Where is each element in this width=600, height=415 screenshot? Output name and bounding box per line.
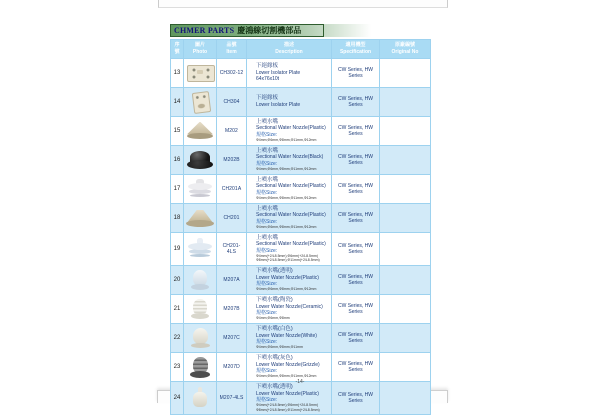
size-label: 規格Size: [256,189,278,196]
description-zh: 下絕緣板 [256,94,279,101]
product-photo [185,355,215,379]
description-en: Sectional Water Nozzle(Plastic) [256,183,326,190]
row-number: 20 [171,265,184,294]
column-header-original-no [380,40,431,59]
row-spec: CW Series, HW Series [332,145,380,174]
row-photo-cell [184,323,217,352]
size-label: 規格Size: [256,339,278,346]
row-spec: CW Series, HW Series [332,381,380,414]
description-en: Lower Isolator Plate [256,69,301,76]
header-number-zh2: 號 [174,48,180,55]
row-item-code: CH304 [217,87,247,116]
row-description [247,352,332,381]
description-en: Lower Water Nozzle(Plastic) [256,390,319,397]
column-header-specification [332,40,380,59]
description-zh: 下噴水嘴(透明) [256,268,293,274]
size-values: Φ4mm,Φ6mm,Φ8mm,Φ11mm,Φ12mm [256,374,317,379]
row-spec: CW Series, HW Series [332,203,380,232]
header-specification-en: Specification [339,48,372,55]
row-description [247,58,332,87]
row-item-code: M207A [217,265,247,294]
description-en: Lower Water Nozzle(Plastic) [256,274,319,281]
size-values: Φ4mm,Φ6mm,Φ8mm [256,316,290,321]
table-row [171,352,431,381]
header-original-en: Original No [391,48,419,55]
row-photo-cell [184,145,217,174]
product-photo [185,206,215,230]
previous-page-edge [158,0,448,8]
row-item-code: M207-4LS [217,381,247,414]
row-spec: CW Series, HW Series [332,58,380,87]
description-en: Sectional Water Nozzle(Plastic) [256,241,326,248]
description-zh: 上噴水嘴 [256,205,279,212]
table-row [171,323,431,352]
row-item-code: CH201 [217,203,247,232]
header-original-zh: 原廠編號 [394,42,415,48]
description-zh: 上噴水嘴 [256,234,279,241]
row-description [247,265,332,294]
row-original-no [380,232,431,265]
description-en: Sectional Water Nozzle(Plastic) [256,125,326,132]
header-specification-zh: 適用機型 [345,42,366,48]
description-zh: 下絕緣板 [256,62,279,69]
size-values: Φ4mm,Φ6mm,Φ8mm,Φ11mm,Φ12mm [256,166,317,171]
row-photo-cell [184,116,217,145]
header-description-zh: 描述 [283,42,294,48]
row-number: 19 [171,232,184,265]
row-item-code: CH302-12 [217,58,247,87]
product-photo [185,90,215,114]
description-en: Sectional Water Nozzle(Plastic) [256,212,326,219]
size-values: Φ8mm(+2/L8.5mm),Φ11mm(+2/L8.5mm) [256,258,320,263]
row-original-no [380,381,431,414]
row-photo-cell [184,352,217,381]
row-photo-cell [184,87,217,116]
row-description [247,145,332,174]
row-number: 13 [171,58,184,87]
table-row [171,203,431,232]
row-spec: CW Series, HW Series [332,323,380,352]
size-label: 規格Size: [256,310,278,317]
row-number: 22 [171,323,184,352]
table-row [171,174,431,203]
row-spec: CW Series, HW Series [332,174,380,203]
row-spec: CW Series, HW Series [332,265,380,294]
row-original-no [380,87,431,116]
row-photo-cell [184,58,217,87]
table-row [171,116,431,145]
product-photo [185,297,215,321]
row-original-no [380,203,431,232]
parts-table-header [171,40,431,59]
row-item-code: CH201A [217,174,247,203]
header-item-en: Item [226,48,237,55]
row-original-no [380,116,431,145]
row-photo-cell [184,294,217,323]
product-photo [185,268,215,292]
product-photo [185,326,215,350]
description-en: Lower Isolator Plate [256,101,301,108]
row-number: 23 [171,352,184,381]
row-spec: CW Series, HW Series [332,232,380,265]
column-header-number [171,40,184,59]
header-number-zh1: 序 [174,42,180,48]
row-item-code: M207B [217,294,247,323]
row-original-no [380,352,431,381]
table-row [171,381,431,414]
row-original-no [380,265,431,294]
size-label: 規格Size: [256,281,278,288]
row-number: 16 [171,145,184,174]
product-photo [185,386,215,410]
size-values: Φ4mm(+2/L8.5mm),Φ6mm(+2/L8.5mm) [256,403,318,408]
row-description [247,203,332,232]
description-zh: 下噴水嘴(透明) [256,383,293,390]
header-photo-zh: 圖片 [194,42,205,48]
row-spec: CW Series, HW Series [332,294,380,323]
row-description [247,116,332,145]
header-item-zh: 品號 [226,42,237,48]
table-row [171,265,431,294]
size-values: Φ4mm,Φ6mm,Φ8mm,Φ11mm,Φ12mm [256,224,317,229]
row-item-code: M202B [217,145,247,174]
size-values: Φ4mm(+2/L8.5mm),Φ6mm(+2/L8.5mm) [256,253,318,258]
row-photo-cell [184,381,217,414]
size-label: 規格Size: [256,218,278,225]
row-photo-cell [184,265,217,294]
description-zh: 下噴水嘴(白色) [256,326,293,332]
description-zh: 上噴水嘴 [256,118,279,125]
header-row [171,40,431,59]
parts-table-body [171,58,431,415]
row-item-code: M202 [217,116,247,145]
row-original-no [380,323,431,352]
row-photo-cell [184,174,217,203]
description-en: Sectional Water Nozzle(Black) [256,154,324,161]
row-original-no [380,58,431,87]
table-row [171,58,431,87]
page-number: -14- [295,379,305,385]
row-number: 24 [171,381,184,414]
row-number: 18 [171,203,184,232]
description-zh: 上噴水嘴 [256,176,279,183]
column-header-item [217,40,247,59]
row-original-no [380,174,431,203]
product-photo [185,237,215,261]
row-description [247,87,332,116]
row-spec: CW Series, HW Series [332,116,380,145]
row-description [247,294,332,323]
row-original-no [380,145,431,174]
column-header-description [247,40,332,59]
description-dimensions: 64x76x10t [256,75,280,82]
size-label: 規格Size: [256,368,278,375]
row-description [247,232,332,265]
row-spec: CW Series, HW Series [332,352,380,381]
column-header-photo [184,40,217,59]
size-label: 規格Size: [256,131,278,138]
description-en: Lower Water Nozzle(White) [256,332,317,339]
product-photo [185,148,215,172]
catalog-title-en: CHMER PARTS [174,26,235,35]
size-values: Φ8mm(+2/L8.5mm),Φ11mm(+2/L8.5mm) [256,407,320,412]
product-photo [185,119,215,143]
row-number: 14 [171,87,184,116]
description-zh: 下噴水嘴(陶瓷) [256,297,293,303]
product-photo [185,177,215,201]
row-item-code: M207D [217,352,247,381]
table-row [171,294,431,323]
row-description [247,381,332,414]
size-label: 規格Size: [256,397,278,404]
row-description [247,323,332,352]
row-number: 21 [171,294,184,323]
row-item-code: M207C [217,323,247,352]
row-description [247,174,332,203]
row-spec: CW Series, HW Series [332,87,380,116]
size-values: Φ4mm,Φ6mm,Φ8mm,Φ11mm,Φ12mm [256,287,317,292]
description-zh: 下噴水嘴(灰色) [256,355,293,361]
catalog-title-zh: 慶鴻線切割機部品 [237,26,302,35]
row-item-code: CH201-4LS [217,232,247,265]
header-photo-en: Photo [192,48,208,55]
row-photo-cell [184,203,217,232]
product-photo [185,61,215,85]
description-zh: 上噴水嘴 [256,147,279,154]
row-original-no [380,294,431,323]
size-values: Φ4mm,Φ6mm,Φ8mm,Φ11mm [256,345,303,350]
row-photo-cell [184,232,217,265]
table-row [171,87,431,116]
description-en: Lower Water Nozzle(Ceramic) [256,303,323,310]
size-label: 規格Size: [256,247,278,254]
catalog-title-bar [170,24,428,37]
table-row [171,232,431,265]
row-number: 15 [171,116,184,145]
table-row [171,145,431,174]
row-number: 17 [171,174,184,203]
header-description-en: Description [275,48,303,55]
description-en: Lower Water Nozzle(Grizzle) [256,361,320,368]
parts-table [170,39,431,415]
size-values: Φ4mm,Φ6mm,Φ8mm,Φ11mm,Φ12mm [256,137,317,142]
size-values: Φ4mm,Φ6mm,Φ8mm,Φ11mm,Φ12mm [256,195,317,200]
size-label: 規格Size: [256,160,278,167]
